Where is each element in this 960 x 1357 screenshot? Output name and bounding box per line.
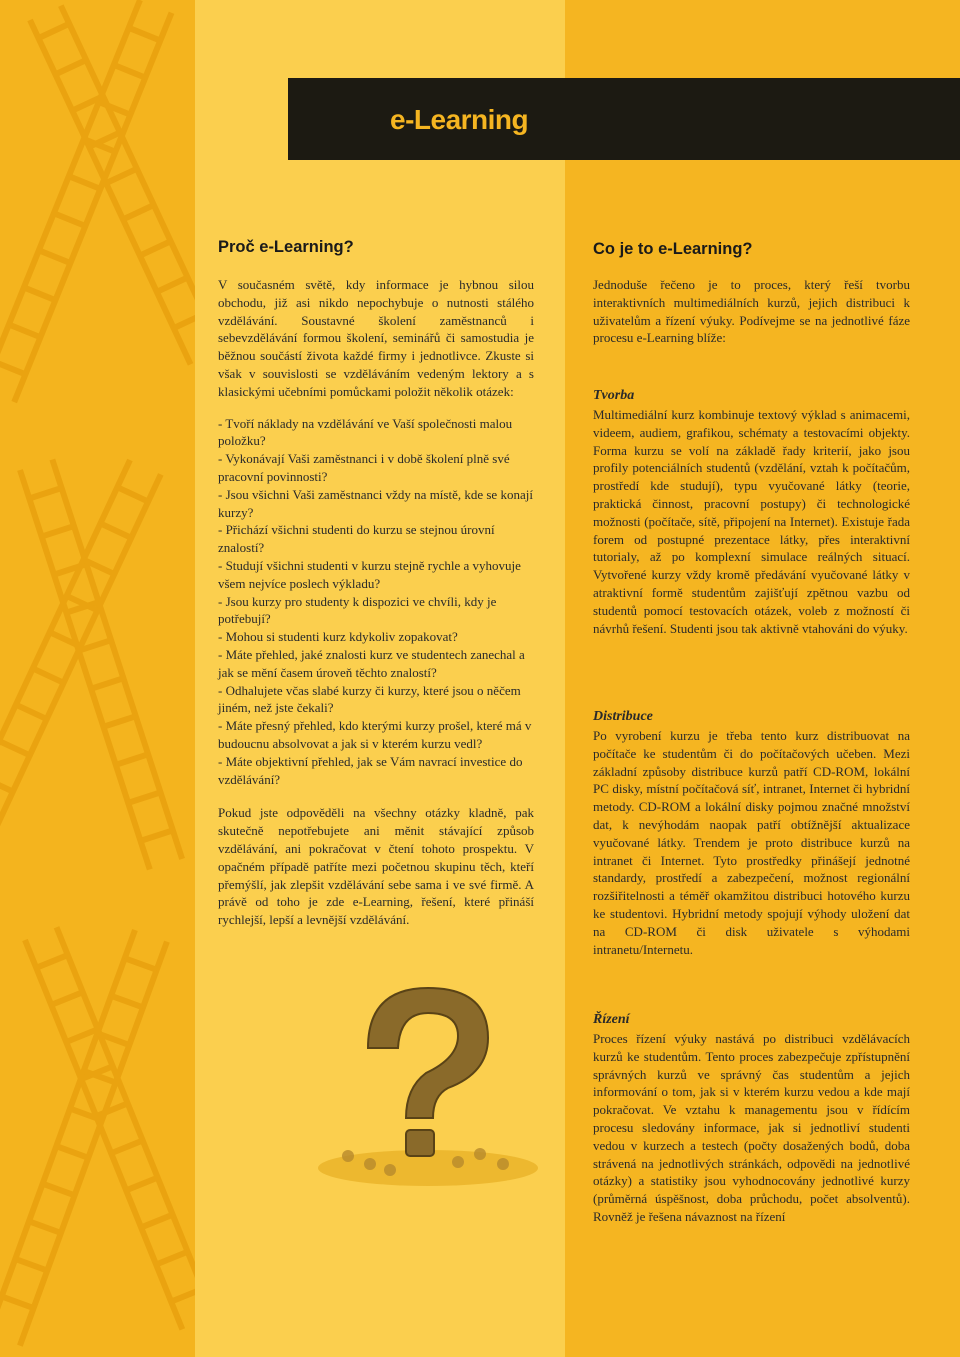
right-heading: Co je to e-Learning?: [593, 240, 753, 258]
question-item: - Máte přesný přehled, kdo kterými kurzy prošel, které má v budoucnu absolvovat a jak si v kterém kurzu vedl?: [218, 718, 532, 751]
left-heading: Proč e-Learning?: [218, 238, 354, 256]
question-item: - Vykonávají Vaši zaměstnanci i v době školení plně své pracovní povinnosti?: [218, 451, 510, 484]
question-item: - Jsou všichni Vaši zaměstnanci vždy na místě, kde se konají kurzy?: [218, 486, 533, 520]
question-item: - Tvoří náklady na vzdělávání ve Vaší společnosti malou položku?: [218, 415, 513, 449]
right-intro-paragraph: Jednoduše řečeno je to proces, který řeší tvorbu interaktivních multimediálních kurzů, jejich distribuci k uživatelům a řízení výuky. Podívejme se na jednotlivé fáze procesu e-Learning blíže:: [593, 277, 910, 346]
left-conclusion-paragraph: Pokud jste odpověděli na všechny otázky kladně, pak skutečně nepotřebujete ani měnit stávající způsob vzdělávání, ani pokračovat v čtení tohoto prospektu. V opačném případě patříte mezi početnou skupinu těch, kteří přemýšlí, jak zlepšit vzdělávání sebe sama i ve své firmě. A právě od toho je zde e-Learning, řešení, které přináší rychlejší, lepší a levnější vzdělávání.: [218, 805, 534, 928]
right-column-body: [593, 276, 910, 347]
question-mark-illustration-icon: [308, 978, 548, 1188]
left-intro-paragraph: V současném světě, kdy informace je hybnou silou obchodu, již asi nikdo nepochybuje o nutnosti stálého vzdělávání. Soustavné školení zaměstnanců i sebevzdělávání formou školení, seminářů či samostudia je běžnou součástí života každé firmy i jednotlivce. Zkuste si však v souvislosti se vzděláváním vedeným lektory a s klasickými učebními pomůckami položit několik otázek:: [218, 277, 534, 399]
question-item: - Máte objektivní přehled, jak se Vám navrací investice do vzdělávání?: [218, 753, 523, 787]
question-item: - Odhalujete včas slabé kurzy či kurzy, které jsou o něčem jiném, než jste čekali?: [218, 682, 521, 716]
page-title: e-Learning: [390, 104, 529, 135]
section-body-tvorba: [593, 406, 910, 637]
question-item: - Máte přehled, jaké znalosti kurz ve studentech zanechal a jak se mění časem úroveň těchto znalostí?: [218, 646, 525, 680]
left-column-body: [218, 276, 534, 929]
ladder-pattern-icon: [0, 0, 195, 1357]
question-item: - Mohou si studenti kurz kdykoliv zopakovat?: [218, 629, 458, 645]
question-item: - Jsou kurzy pro studenty k dispozici ve chvíli, kdy je potřebují?: [218, 593, 497, 627]
section-paragraph: Proces řízení výuky nastává po distribuci vzdělávacích kurzů ke studentům. Tento proces zabezpečuje zpřístupnění správných kurzů ve správný čas studentům a jejich informování o tom, jak si v kterém kurzu vedou a kde mají pokračovat. Ve vztahu k managementu jsou v řídícím procesu sledovány informace, jak si jednotliví studenti vedou v kurzech a testech (počty dosažených bodů, doba strávená na jednotlivých stránkách, odpovědi na jednotlivé otázky) a statistiky jsou vyhodnocovány jednotlivé kurzy (průměrná úspěšnost, doba průchodu, počet absolventů). Rovněž je řešena návaznost na řízení: [593, 1031, 910, 1224]
section-title-rizeni: Řízení: [593, 1012, 630, 1027]
question-item: - Studují všichni studenti v kurzu stejně rychle a vyhovuje všem nejvíce poslech výkladu?: [218, 557, 521, 591]
section-title-distribuce: Distribuce: [593, 709, 653, 724]
question-list: [218, 415, 534, 789]
section-paragraph: Po vyrobení kurzu je třeba tento kurz distribuovat na počítače ke studentům či do počítačových učeben. Mezi základní způsoby distribuce kurzů patří CD-ROM, lokální PC disky, místní počítačová síť, intranet, Internet či hybridní metody. CD-ROM a lokální disky pojmou značné množství dat, k nevýhodám naopak patří obtížnější aktualizace vyučované látky. Trendem je proto distribuce kurzů na intranet či Internet. Tyto prostředky přinášejí jednotné standardy, prostředí a zabezpečení, možnost regionální rozšiřitelnosti a téměř okamžitou distribuci hotového kurzu ke studentovi. Hybridní metody spojují výhody uložení dat na CD-ROM či disk uživatele s výhodami intranetu/Internetu.: [593, 728, 910, 957]
question-item: - Přichází všichni studenti do kurzu se stejnou úrovní znalostí?: [218, 522, 495, 556]
section-body-distribuce: [593, 727, 910, 958]
title-banner: [288, 78, 960, 160]
section-body-rizeni: [593, 1030, 910, 1226]
section-paragraph: Multimediální kurz kombinuje textový výklad s animacemi, videem, audiem, grafikou, schématy a testovacími objekty. Forma kurzu se volí na základě řady kriterií, jako jsou profily potenciálních studentů (vzdělání, vztah k počítačům, prostředí kde studují), typu vyučované látky (teorie, praktická činnost, pracovní postupy) či technologické možnosti (počítače, sítě, připojení na Internet). Existuje řada forem od postupné prezentace látky, přes interaktivní tutorialy, až po komplexní simulace reálných situací. Vytvořené kurzy vždy kromě předávání vyučované látky v atraktivní formě studentům zajišťují zpětnou vazbu od studentů pomocí testovacích otázek, voleb z možností či návrhů řešení. Studenti jsou tak aktivně vtahováni do výuky.: [593, 407, 910, 636]
section-title-tvorba: Tvorba: [593, 388, 635, 403]
